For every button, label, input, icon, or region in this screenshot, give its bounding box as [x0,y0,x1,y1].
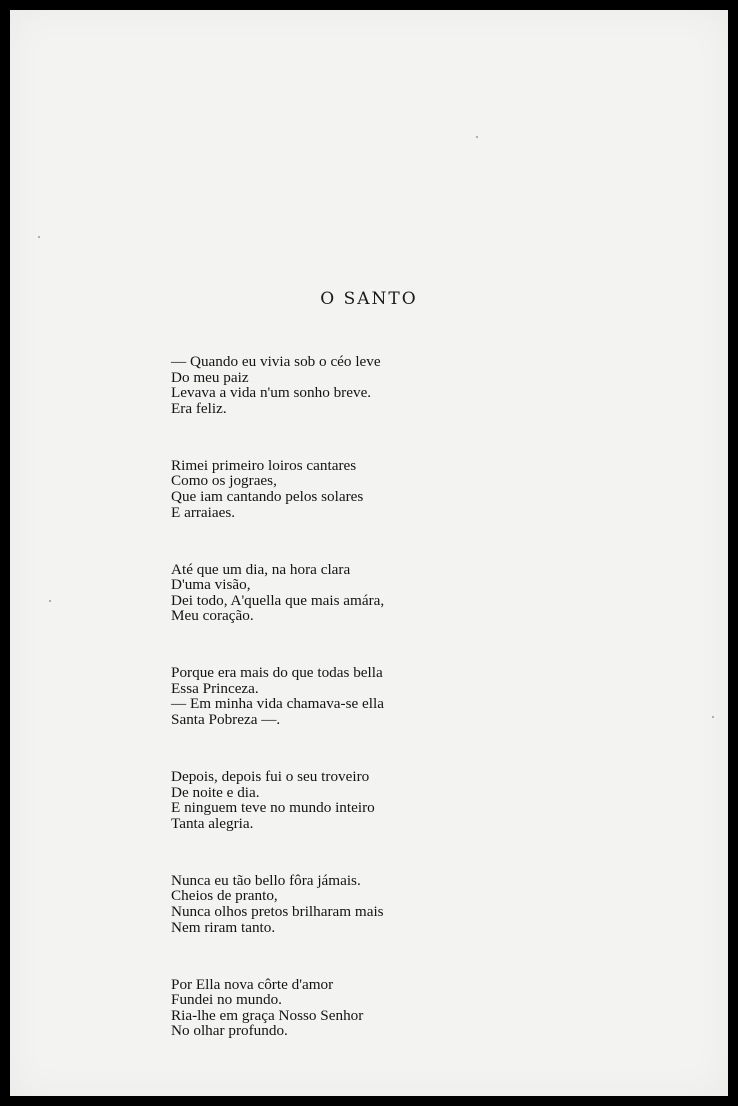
verse-line: Porque era mais do que todas bella [171,664,383,682]
stanza-6 [171,873,471,935]
verse-line: Do meu paiz [171,368,249,386]
verse-line: Que iam cantando pelos solares [171,487,364,505]
verse-line: Como os jograes, [171,472,277,490]
verse-line: Santa Pobreza —. [171,711,281,729]
stanza-5 [171,769,471,831]
paper-speck [38,236,40,238]
verse-line: Nem riram tanto. [171,918,276,936]
verse-line: D'uma visão, [171,576,251,594]
verse-line: — Em minha vida chamava-se ella [171,695,384,713]
stanza-3 [171,562,471,624]
poem-title: O SANTO [320,289,418,309]
verse-line: Meu coração. [171,607,254,625]
stanza-2 [171,458,471,520]
verse-line: Por Ella nova côrte d'amor [171,975,334,993]
verse-line: Essa Princeza. [171,679,259,697]
verse-line: Nunca eu tão bello fôra jámais. [171,871,361,889]
verse-line: Tanta alegria. [171,814,254,832]
verse-line: Era feliz. [171,399,227,417]
verse-line: Dei todo, A'quella que mais amára, [171,591,385,609]
stanza-4 [171,665,471,727]
paper-speck [712,716,714,718]
verse-line: E ninguem teve no mundo inteiro [171,799,375,817]
verse-line: — Quando eu vivia sob o céo leve [171,353,381,370]
verse-line: Até que um dia, na hora clara [171,560,351,578]
verse-line: Ria-lhe em graça Nosso Senhor [171,1006,364,1024]
poem-body [171,354,471,1080]
verse-line: E arraiaes. [171,503,236,521]
verse-line: De noite e dia. [171,783,260,801]
verse-line: Cheios de pranto, [171,887,278,905]
verse-line: Nunca olhos pretos brilharam mais [171,903,384,921]
stanza-1 [171,354,471,416]
verse-line: Levava a vida n'um sonho breve. [171,384,372,402]
book-page [10,10,728,1096]
verse-line: No olhar profundo. [171,1022,288,1040]
paper-speck [476,136,478,138]
verse-line: Fundei no mundo. [171,991,282,1009]
verse-line: Depois, depois fui o seu troveiro [171,768,370,786]
stanza-7 [171,977,471,1039]
paper-speck [49,600,51,602]
verse-line: Rimei primeiro loiros cantares [171,456,357,474]
